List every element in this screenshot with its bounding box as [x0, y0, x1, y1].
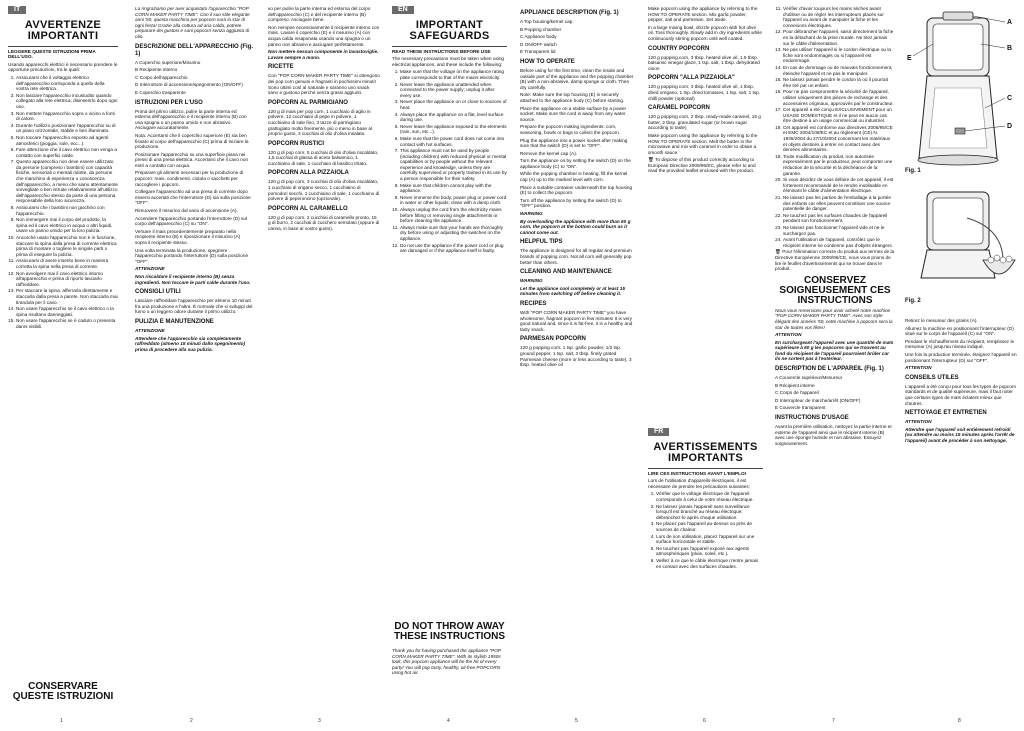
step-item: Una volta terminata la produzione, spegnere l'apparecchio portando l'interruttore (D) sulla posizione "OFF".	[135, 247, 249, 264]
fr-cleaning: Attendre que l'appareil soit entièrement refroidi (ou attendre au moins 15 minutes après l'arrêt de l'appareil) avant de procéder à son nettoyage.	[905, 426, 1015, 443]
list-item: 8. Assicurarsi che i bambini non giochino con l'apparecchio.	[16, 205, 118, 216]
list-item: 1. Vérifier que le voltage électrique de l'appareil corresponde à celui de votre réseau électrique.	[656, 491, 763, 502]
it-title: AVVERTENZE IMPORTANTI	[24, 18, 102, 42]
language-tag-it: IT	[8, 6, 26, 14]
step-item: Preparare gli alimenti necessari per la produzione di popcorn: mais, condimenti, ciotola o sacchetti per raccogliere i popcorn.	[135, 170, 244, 187]
it-cleaning-text: Non riempire eccessivamente il recipiente interno con mais. Lavare il coperchio (E) e il misurino (A) con acqua calda insaponata usando una spugna o un panno non abrasivi e asciugare perfettamente.	[268, 24, 380, 47]
page-number: 8	[958, 718, 961, 724]
en-tips: The appliance is designed for all regular and premium brands of popping corn. Not all corn will generally pop better than others.	[520, 248, 632, 265]
it-recipes-column	[268, 6, 380, 712]
list-item: 5. Non toccare l'apparecchio esposto ad agenti atmosferici (pioggia, sole, ecc...).	[16, 135, 118, 146]
it-note: Nota: Accertarsi che il coperchio superiore (E) sia ben fissato al corpo dell'apparecchio (C) prima di iniziare la produzione.	[135, 132, 249, 150]
en-cleaning-heading: CLEANING AND MAINTENANCE	[520, 269, 612, 276]
part-item: C Corpo dell'apparecchio	[135, 74, 188, 80]
recipe-title: POPCORN ALLA PIZZAIOLA	[268, 170, 349, 177]
fr-continued-column	[905, 318, 1017, 713]
page-number: 4	[447, 718, 450, 724]
en-title: IMPORTANT SAFEGUARDS	[409, 18, 490, 42]
it-recipes-intro: Con "POP CORN MAKER PARTY TIME" si ottengono dei pop corn genuini e fragranti in pochissimi minuti! Sono ottimi così al naturale e saranno uno snack sano e gustoso perché senza grassi aggiunti.	[268, 73, 380, 96]
en-recipes-heading: RECIPES	[520, 300, 547, 307]
list-item: 3. Never place the appliance on or close to sources of heat.	[400, 99, 507, 110]
disposal-note	[648, 157, 763, 174]
part-item: C Appliance body	[520, 34, 557, 40]
list-item: 14. Non usare l'apparecchio se il cavo elettrico o la spina risultano danneggiati.	[16, 306, 118, 317]
it-description-heading: DESCRIZIONE DELL'APPARECCHIO (Fig. 1)	[135, 43, 253, 57]
en-recipes-intro: With "POP CORN MAKER PARTY TIME" you have wholesome, fragrant popcorn in few minutes! It is very good natural and, since it is fat-free, it is a healthy and tasty snack.	[520, 309, 633, 332]
list-item: 9. Never immerse the body, power plug or power cord in water or other liquids; clean with a damp cloth.	[400, 195, 507, 206]
part-item: B Récipient interne	[775, 382, 815, 388]
list-item: 8. Make sure that children cannot play with the appliance.	[400, 183, 507, 194]
recipe-text: 120 g di pop corn, 3 cucchiai di olio d'oliva riscaldato, 1 cucchiaio di origano secco, 1 cucchiaino di pomodori secchi, 1 cucchiaino di sale, 1 cucchiaino di polvere di peperoncino (opzionale).	[268, 179, 380, 202]
list-item: 13. Per staccare la spina, afferrarla direttamente e staccarla dalla presa a parete. Non staccarla mai tirandola per il cavo.	[16, 288, 118, 305]
list-item: 7. Questo apparecchio non deve essere utilizzato da persone (compreso i bambini) con capacità fisiche, sensoriali o mentali ridotte, da persone che manchino di esperienza o conoscenza dell'apparecchio, a meno che siano attentamente sorvegliate o ben istruite relativamente all'utilizzo dell'apparecchio stesso da parte di una persona responsabile della loro sicurezza.	[16, 159, 118, 204]
page-number: 1	[60, 718, 63, 724]
step-item: Allumez la machine en positionnant l'interrupteur (D) situé sur le corps de l'appareil (C) sur "ON".	[905, 325, 1014, 337]
list-item: 10. Always unplug the cord from the electricity mains before fitting or removing single attachments or before cleaning the appliance.	[400, 207, 507, 224]
figure-1-caption: Fig. 1	[905, 168, 921, 174]
recipe-text: In a large mixing bowl, drizzle popcorn with hot olive oil. Toss thoroughly. Slowly add in dry ingredients while continuously stirring popcorn until well coated.	[648, 24, 762, 41]
list-item: 2. Ne laissez jamais l'appareil sans surveillance lorsqu'il est branché au réseau électrique; débranchez-le après chaque utilisation.	[656, 504, 763, 521]
it-warnings-column	[8, 6, 118, 712]
disposal-text: To dispose of this product correctly according to European Directive 2009/96/EC, please refer to and read the provided leaflet enclosed with the product.	[648, 157, 756, 174]
recipe-text: 120 g popping corn, 1 tsp. garlic powder, 1/2 tsp. ground pepper, 1 tsp. salt, 3 tbsp. finely grated Parmesan cheese (more or less according to taste), 3 tbsp. heated olive oil	[520, 345, 632, 368]
list-item: 11. Always make sure that your hands are thoroughly dry before using or adjusting the switches on the appliance.	[400, 225, 507, 242]
list-item: 1. Make sure that the voltage on the appliance rating plate corresponds to that of the mains electricity.	[400, 69, 507, 80]
fr-title: AVERTISSEMENTS IMPORTANTS	[653, 440, 758, 464]
it-recipes-heading: RICETTE	[268, 64, 294, 71]
fr-warnings-list-cont	[775, 6, 895, 248]
recipe-title: CARAMEL POPCORN	[648, 105, 710, 112]
step-item: Place a suitable container underneath the top housing (E) to collect the popcorn.	[520, 184, 633, 196]
page-number: 7	[832, 718, 835, 724]
it-use-column	[135, 6, 253, 712]
it-dishwasher-warning: Non mettere nessun componente in lavastoviglie. Lavare sempre a mano.	[268, 49, 379, 60]
step-item: Plug the appliance into a power socket after making sure that the switch (D) is set to "OFF".	[520, 137, 628, 149]
list-item: 17. Cet appareil a été conçu EXCLUSIVEMENT pour un USAGE DOMESTIQUE et il ne peut en aucun cas être destiné à un usage commercial ou industriel.	[783, 107, 895, 124]
it-use-text: Prima del primo utilizzo, pulire la parte interna ed esterna dell'apparecchio e il recipiente interno (B) con una spugna o un panno umido e non abrasivo. Asciugare accuratamente.	[135, 108, 247, 131]
label-a: A	[1007, 19, 1013, 26]
part-item: E Coperchio trasparente	[135, 89, 186, 95]
step-item: Turn off the appliance by setting the switch (D) to "OFF" position.	[520, 197, 622, 209]
fr-header-block	[648, 428, 763, 570]
part-item: C Corps de l'appareil	[775, 390, 819, 396]
list-item: 15. Non usare l'apparecchio se è caduto o presenta danni visibili.	[16, 318, 118, 329]
list-item: 11. Vérifier d'avoir toujours les mains sèches avant d'utiliser ou de régler les interrupteurs placés sur l'appareil ou avant de manipuler la fiche et les connexions électriques.	[783, 6, 895, 28]
en-cleaning-warning: WARNING	[520, 278, 543, 284]
it-warnings-list	[8, 75, 118, 330]
divider	[648, 468, 763, 469]
recipe-title: COUNTRY POPCORN	[648, 45, 710, 52]
label-b: B	[1007, 45, 1013, 52]
list-item: 10. Ancorché usato l'apparecchio non è in funzione, staccare la spina dalla presa di corrente elettrica prima di montare o togliere le singole parti o prima di eseguire la pulizia.	[16, 235, 118, 257]
en-intro: The necessary precautions must be taken when using electrical appliances, and these include the following:	[392, 56, 505, 67]
part-item: A Couvercle supérieur/Mesureur	[775, 375, 843, 381]
part-item: D Interruttore di accensione/spegnimento (ON/OFF)	[135, 82, 243, 88]
list-item: 1. Assicurarsi che il voltaggio elettrico dell'apparecchio corrisponda a quello della vostra rete elettrica.	[16, 75, 118, 92]
en-tips-heading: HELPFUL TIPS	[520, 239, 563, 246]
en-warnings-list	[392, 69, 507, 253]
list-item: 22. Ne touchez pas les surfaces chaudes de l'appareil pendant son fonctionnement.	[783, 213, 895, 224]
en-warning: By overloading the appliance with more than 60 g corn, the popcorn at the bottom could burn as it cannot come out.	[520, 218, 631, 235]
list-item: 6. Veillez à ce que le câble électrique n'entre jamais en contact avec des surfaces chaudes.	[656, 558, 763, 569]
step-item: Posizionare l'apparecchio su una superficie piana nei pressi di una presa elettrica. Accertarsi che il cavo non entri a contatto con acqua.	[135, 151, 249, 168]
en-intro-heading: READ THESE INSTRUCTIONS BEFORE USE	[392, 48, 491, 54]
recycle-bin-icon: 🗑	[648, 157, 656, 163]
step-item: Une fois la production terminée, éteignez l'appareil en positionnant l'interrupteur (D) sur "OFF".	[905, 351, 1017, 363]
list-item: 14. En cas de dommage ou de mauvais fonctionnement, éteindre l'appareil et ne pas le manipuler.	[783, 65, 895, 76]
label-c: C	[1007, 95, 1013, 102]
list-item: 6. Make sure that the power cord does not come into contact with hot surfaces.	[400, 136, 507, 147]
recipe-title: POPCORN "ALLA PIZZAIOLA"	[648, 75, 735, 82]
it-tips: Lasciare raffreddare l'apparecchio per almeno 10 minuti fra una produzione e l'altra. È normale che si sviluppi del fumo o un leggero odore durante il primo utilizzo.	[135, 298, 253, 315]
en-warnings-column	[392, 6, 507, 712]
en-recipes-column	[648, 6, 763, 712]
step-item: Collegare l'apparecchio ad una presa di corrente dopo essersi accertati che l'interruttore (D) sia sulla posizione "OFF".	[135, 189, 251, 206]
part-item: D Interrupteur de marche/arrêt (ON/OFF)	[775, 397, 861, 403]
list-item: 15. Ne laissez jamais pendre le cordon là où il pourrait être tiré par un enfant.	[783, 77, 895, 88]
list-item: 3. Non mettere l'apparecchio sopra o vicino a fonti di calore.	[16, 111, 118, 122]
list-item: 13. Ne pas utiliser l'appareil si le cordon électrique ou la fiche sont endommagés ou si l'appareil est endommagé.	[783, 47, 895, 64]
step-item: Rimuovere il misurino dal vano di accensione (A).	[135, 208, 238, 214]
figure-2-caption: Fig. 2	[905, 298, 921, 304]
label-d: D	[1007, 123, 1013, 130]
recipe-text: 120 g popping corn, 3 tbsp. heated olive oil, 1.5 tbsp. balsamic vinegar glaze, 1 tsp. salt, 1 tbsp. dehydrated onion	[648, 54, 760, 71]
it-cleaning-cont: vo per pulire la parte interna ed esterna del corpo dell'apparecchio (C) e del recipiente interno (B) compreso. Asciugare bene.	[268, 6, 371, 23]
it-cleaning-heading: PULIZIA E MANUTENZIONE	[135, 318, 214, 325]
page-number: 6	[703, 718, 706, 724]
label-e: E	[907, 55, 912, 62]
step-item: Versare il mais precedentemente preparato nella recipiente interno (B) e riposizionare il misurino (A) sopra il recipiente stesso.	[135, 228, 241, 245]
part-item: B Recipiente interno	[135, 67, 178, 73]
en-keep-heading: DO NOT THROW AWAY THESE INSTRUCTIONS	[393, 621, 506, 642]
fr-intro-heading: LIRE CES INSTRUCTIONS AVANT L'EMPLOI	[648, 470, 746, 476]
it-attention-heading: ATTENZIONE	[135, 266, 165, 272]
it-tips-heading: CONSIGLI UTILI	[135, 289, 181, 296]
popcorn-machine-illustration	[905, 8, 1017, 186]
it-thanks: La ringraziamo per aver acquistato l'apparecchio "POP CORN MAKER PARTY TIME". Con il suo stile elegante anni '50, questa macchina per popcorn sarà la star di ogni festa! Grazie alla cottura ad aria calda, potrete preparare dei gustosi e sani popcorn senza aggiunta di olio.	[135, 6, 250, 39]
list-item: 2. Never leave the appliance unattended when connected to the power supply; unplug it after every use.	[400, 82, 507, 99]
fr-warnings-list	[648, 491, 763, 569]
recipe-text: 120 g di mais per pop corn, 1 cucchiaio di aglio in polvere, 12 cucchiaini di pepe in polvere, 1 cucchiaino di sale fino, 3 tazze di parmigiano grattugiato molto finemente, più o meno in base al proprio gusto, 3 cucchiai di olio d'oliva insalato.	[268, 108, 372, 137]
step-item: While the popping chamber is heating, fill the kernel cap (A) up to the marked level with corn.	[520, 171, 628, 183]
divider	[8, 46, 118, 47]
recipe-text: 120 g di pop corn, 5 cucchiai di olio d'oliva riscaldato, 1,5 cucchiai di glassa di aceto balsamico, 1 cucchiaino di sale, 1 cucchiaio di basilico tritato.	[268, 149, 379, 166]
fr-cleaning-heading: NETTOYAGE ET ENTRETIEN	[905, 410, 987, 417]
fr-use: Avant la première utilisation, nettoyez la partie interne et externe de l'appareil ainsi que le récipient interne (B) avec une éponge humide et non abrasive. Essuyez soigneusement.	[775, 424, 892, 446]
it-cleaning-attention: ATTENZIONE	[135, 327, 165, 333]
fr-thanks: Nous vous remercions pour avoir acheté notre machine "POP CORN MAKER PARTY TIME". Avec son style élégant des années '50, cette machine à popcorn sera la star de toutes vos fêtes!	[775, 307, 893, 330]
list-item: 7. This appliance must not be used by people (including children) with reduced physical or mental capabilities or by people without the relevant experience and knowledge, unless they are carefully supervised or properly trained in its use by a person responsible for their safety.	[400, 148, 507, 182]
step-item: Pendant le réchauffement du récipient, remplissez le mesureur (A) jusqu'au niveau indiqué.	[905, 338, 1015, 350]
recipe-title: POPCORN RUSTICI	[268, 140, 325, 147]
list-item: 12. Non avvolgere mai il cavo elettrico intorno all'apparecchio e prima di riporlo lasciarlo raffreddare.	[16, 271, 118, 288]
it-intro-heading: LEGGERE QUESTE ISTRUZIONI PRIMA DELL'USO.	[8, 48, 96, 60]
list-item: 4. Always place the appliance on a flat, level surface during use.	[400, 112, 507, 123]
it-attention: Non riscaldare il recipiente interno (B) senza ingredienti. Non toccare le parti calde durante l'uso.	[135, 273, 251, 285]
list-item: 19. Toute modification du produit, non autorisée expressément par le producteur, peut comporter une réduction de la sécurité et la déchéance de la garantie.	[783, 154, 895, 176]
fr-column	[775, 6, 895, 712]
en-operate-text: Before using for the first time, clean the inside and outside part of the appliance and the popping chamber (B) with a non-abrasive, damp sponge or cloth. Then dry carefully.	[520, 67, 634, 90]
recipe-text: 120 g popping corn, 3 tbsp. heated olive oil, 1 tbsp. dried oregano, 1 tsp. dried tomatoes, 1 tsp. salt, 1 tsp. chilli powder (optional)	[648, 84, 761, 101]
recipe-text: Make popcorn using the appliance by referring to the HOW TO OPERATE section. Melt the butter in the microwave and mix with caramel in order to obtain a smooth sauce.	[648, 132, 758, 155]
recipe-text: 120 g di pop corn, 2 cucchiai di caramello pronto, 15 g di burro, 2 cucchiai di zucchero semolato (oppure di canna, in base al vostro gusto).	[268, 214, 380, 232]
fr-tips: L'appareil a été conçu pour tous les types de popcorn standards et de qualité supérieure, mais il faut noter que certains types de maïs éclatent mieux que d'autres.	[905, 383, 1017, 406]
en-warning-heading: WARNING	[520, 211, 543, 217]
fr-keep-heading: CONSERVEZ SOIGNEUSEMENT CES INSTRUCTIONS	[779, 274, 891, 306]
language-tag-fr: FR	[648, 428, 669, 436]
it-use-heading: ISTRUZIONI PER L'USO	[135, 99, 203, 106]
language-tag-en: EN	[392, 6, 414, 14]
part-item: E Couvercle transparent	[775, 405, 826, 411]
en-thanks: Thank you for having purchased the appliance "POP CORN MAKER PARTY TIME". With its stylish 1950s look, this popcorn appliance will be the hit of every party! You will pop tasty, healthy, oil-free POPCORN using hot air.	[392, 648, 501, 676]
page-number: 5	[575, 718, 578, 724]
list-item: 12. Pour débrancher l'appareil, saisir directement la fiche en la détachant de la prise murale. Ne tirez jamais sur le câble d'alimentation.	[783, 29, 895, 46]
list-item: 23. Ne laissez pas fonctionner l'appareil vide et ne le surchargez pas.	[783, 225, 895, 236]
page-number: 3	[318, 718, 321, 724]
list-item: 4. Durante l'utilizzo posizionare l'apparecchio su di un piano orizzontale, stabile e ben illuminato.	[16, 123, 118, 134]
list-item: 5. Ne touchez pas l'appareil exposé aux agents atmosphériques (pluie, soleil, etc.).	[656, 546, 763, 557]
part-item: D ON/OFF switch	[520, 41, 557, 47]
fr-cleaning-attention: ATTENTION	[905, 419, 932, 425]
list-item: 16. Pour ne pas compromettre la sécurité de l'appareil, utiliser uniquement des pièces de rechange et des accessoires originaux, approuvés par le constructeur.	[783, 89, 895, 106]
fr-description-heading: DESCRIPTION DE L'APPAREIL (Fig. 1)	[775, 366, 884, 373]
it-cleaning: Attendere che l'apparecchio sia completamente raffreddato (almeno 15 minuti dallo spegnimento) prima di procedere alla sua pulizia.	[135, 335, 246, 352]
part-item: A Coperchio superiore/Misurino	[135, 59, 201, 65]
list-item: 4. Lors de son utilisation, placez l'appareil sur une surface horizontale et stable.	[656, 534, 763, 545]
part-item: B Popping chamber	[520, 26, 562, 32]
en-operate-heading: HOW TO OPERATE	[520, 58, 575, 65]
list-item: 6. Fare attenzione che il cavo elettrico non venga a contatto con superfici calde.	[16, 147, 118, 158]
list-item: 11. Assicurarsi di avere inserito bene in maniera corretta la spina nella presa di corrente.	[16, 258, 118, 269]
figure-2	[905, 188, 1017, 313]
recycle-bin-icon: 🗑	[775, 249, 783, 255]
recipe-title: PARMESAN POPCORN	[520, 336, 586, 343]
recipe-title: POPCORN AL PARMIGIANO	[268, 99, 348, 106]
divider	[392, 46, 507, 47]
en-cleaning: Let the appliance cool completely or at least 15 minutes from switching off before cleaning it.	[520, 285, 625, 297]
disposal-text: Pour l'élimination correcte du produit aux termes de la Directive Européenne 2009/96/CE, nous vous prions de lire le feuillet d'avertissements qui se trouve dans le produit.	[775, 249, 895, 272]
part-item: A Top housing/kernel cap	[520, 19, 573, 24]
fr-use-heading: INSTRUCTIONS D'USAGE	[775, 415, 849, 422]
list-item: 18. Cet appareil est conforme aux directives 2006/95/CE et EMC 2004/108/EC et au règlement (CE) N. 1935/2004 du 27/10/2004 concernant les matériaux et objets destinés à entrer en contact avec des denrées alimentaires.	[783, 125, 895, 153]
fr-intro: Lors de l'utilisation d'appareils électriques, il est nécessaire de prendre les précautions suivantes:	[648, 478, 750, 489]
list-item: 2. Non lasciare l'apparecchio incustodito quando collegato alla rete elettrica; disinserirlo dopo ogni uso.	[16, 93, 118, 110]
list-item: 21. Ne laissez pas les parties de l'emballage à la portée des enfants car elles peuvent constituer une source potentielle de danger.	[783, 195, 895, 212]
fr-attention: En surchargeant l'appareil avec une quantité de maïs supérieure à 60 g les popcorns qui se trouvent au fond du récipient de l'appareil pourraient brûler car ils ne sortent pas à l'extérieur.	[775, 339, 894, 362]
list-item: 3. Ne placez pas l'appareil au-dessus ou près de sources de chaleur.	[656, 521, 763, 532]
step-item: Remove the kernel cap (A).	[520, 150, 578, 156]
recipe-text: Make popcorn using the appliance by referring to the HOW TO OPERATE section. Mix garlic powder, pepper, salt and parmesan. Set aside.	[648, 6, 758, 23]
list-item: 9. Non immergere mai il corpo del prodotto, la spina ed il cavo elettrico in acqua o altri liquidi, usare un panno umido per la loro pulizia.	[16, 217, 118, 234]
en-description-heading: APPLIANCE DESCRIPTION (Fig. 1)	[520, 10, 619, 16]
step-item: Accendere l'apparecchio portando l'interruttore (D) sul corpo dell'apparecchio (C) su "ON".	[135, 215, 248, 227]
step-item: Turn the appliance on by setting the switch (D) on the appliance body (C) to "ON".	[520, 158, 631, 169]
disposal-note	[775, 249, 895, 271]
list-item: 24. Avant l'utilisation de l'appareil, contrôlez que le récipient interne ne contienne pas d'objets étrangers.	[783, 237, 895, 248]
it-keep-heading: CONSERVARE QUESTE ISTRUZIONI	[12, 681, 114, 702]
page-number: 2	[190, 718, 193, 724]
recipe-text: 120 g popping corn, 2 tbsp. ready-made caramel, 15 g butter, 2 tbsp. granulated sugar (or brown sugar according to taste)	[648, 114, 761, 131]
list-item: 12. Do not use the appliance if the power cord or plug are damaged or if the appliance itself is faulty.	[400, 243, 507, 254]
recipe-title: POPCORN AL CARAMELLO	[268, 205, 348, 212]
figure-1	[905, 8, 1017, 186]
it-intro: Usando apparecchi elettrici è necessario prendere le opportune precauzioni, tra le quali:	[8, 61, 118, 73]
step-item: Retirez le mesureur des grains (A).	[905, 318, 978, 323]
step-item: Prepare the popcorn making ingredients: corn, seasoning, bowls or bags to collect the popcorn.	[520, 124, 621, 135]
step-item: Place the appliance on a stable surface by a power socket. Make sure the cord is away from any water source.	[520, 105, 627, 122]
popcorn-bowl-illustration	[905, 188, 1017, 296]
en-use-column	[520, 6, 635, 712]
fr-attention-heading: ATTENTION	[905, 365, 932, 371]
fr-tips-heading: CONSEILS UTILES	[905, 374, 959, 381]
fr-attention-heading: ATTENTION	[775, 332, 802, 338]
list-item: 20. Si vous décidez de vous défaire de cet appareil, il est fortement recommandé de le rendre inutilisable en éliminant le câble d'alimentation électrique.	[783, 177, 895, 194]
list-item: 5. Never leave the appliance exposed to the elements (rain, sun, etc...).	[400, 124, 507, 135]
en-note: Note: Make sure the top housing (E) is securely attached to the appliance body (C) before starting.	[520, 92, 625, 103]
part-item: E Transparent lid	[520, 49, 556, 55]
